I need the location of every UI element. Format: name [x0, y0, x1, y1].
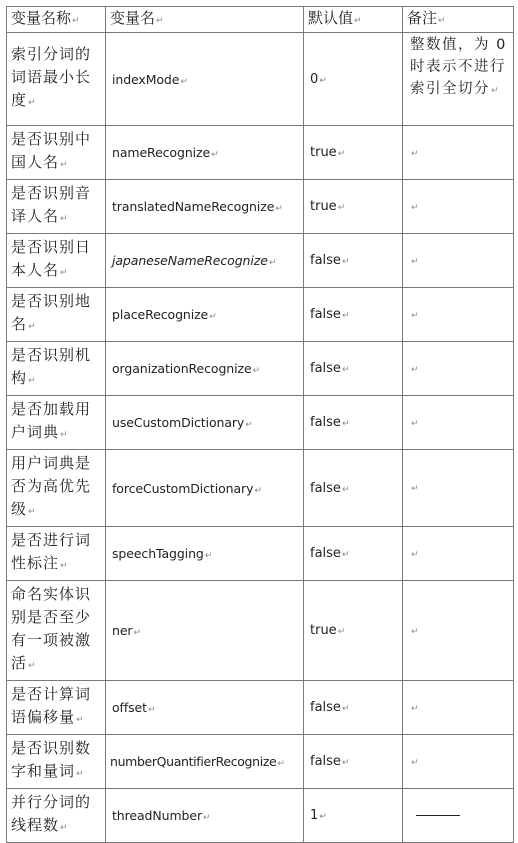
table-row — [7, 342, 514, 396]
row-description-cell — [7, 581, 106, 681]
row-variable-cell — [106, 527, 304, 581]
row-note-cell — [403, 581, 514, 681]
paragraph-mark-icon: ↵ — [133, 628, 141, 638]
paragraph-mark-icon: ↵ — [354, 16, 362, 26]
row-variable-cell — [106, 234, 304, 288]
row-description: 是否识别数字和量词 — [11, 739, 92, 780]
row-variable: offset — [112, 700, 147, 715]
row-description: 并行分词的线程数 — [11, 793, 92, 834]
row-default-cell — [304, 288, 403, 342]
row-note-cell — [403, 288, 514, 342]
row-default: false — [310, 361, 341, 376]
paragraph-mark-icon: ↵ — [60, 268, 68, 278]
paragraph-mark-icon: ↵ — [211, 150, 219, 160]
row-default-cell — [304, 450, 403, 527]
row-note-cell — [403, 126, 514, 180]
table-row — [7, 450, 514, 527]
row-note-cell — [403, 527, 514, 581]
row-default-cell — [304, 180, 403, 234]
paragraph-mark-icon: ↵ — [341, 704, 350, 714]
paragraph-mark-icon: ↵ — [411, 418, 419, 429]
row-variable: useCustomDictionary — [112, 415, 245, 430]
table-row — [7, 234, 514, 288]
paragraph-mark-icon: ↵ — [245, 420, 253, 430]
paragraph-mark-icon: ↵ — [28, 98, 36, 108]
paragraph-mark-icon: ↵ — [277, 759, 285, 769]
header-note-cell — [403, 7, 514, 33]
paragraph-mark-icon: ↵ — [60, 561, 68, 571]
row-description-cell — [7, 180, 106, 234]
row-description-cell — [7, 735, 106, 789]
paragraph-mark-icon: ↵ — [319, 75, 327, 86]
table-row — [7, 288, 514, 342]
row-variable: placeRecognize — [112, 307, 209, 322]
row-description-cell — [7, 288, 106, 342]
row-description: 命名实体识别是否至少有一项被激活 — [11, 585, 92, 672]
table-row — [7, 126, 514, 180]
row-description-cell — [7, 33, 106, 126]
row-default-cell — [304, 234, 403, 288]
paragraph-mark-icon: ↵ — [411, 310, 419, 321]
table-row — [7, 789, 514, 843]
row-description-cell — [7, 450, 106, 527]
row-default-cell — [304, 126, 403, 180]
row-description-cell — [7, 342, 106, 396]
row-default-cell — [304, 527, 403, 581]
row-note-cell — [403, 33, 514, 126]
paragraph-mark-icon: ↵ — [411, 703, 419, 714]
row-default: false — [310, 415, 341, 430]
row-default: 0 — [310, 71, 319, 87]
row-variable: numberQuantifierRecognize — [110, 754, 277, 769]
row-note-cell — [403, 789, 514, 843]
row-default: 1 — [310, 808, 319, 823]
row-default-cell — [304, 342, 403, 396]
row-note-cell — [403, 450, 514, 527]
row-description: 是否识别地名 — [11, 292, 92, 333]
row-variable: ner — [112, 623, 133, 638]
paragraph-mark-icon: ↵ — [411, 549, 419, 560]
table-row — [7, 33, 514, 126]
paragraph-mark-icon: ↵ — [341, 484, 350, 495]
row-variable-cell — [106, 396, 304, 450]
row-description: 索引分词的词语最小长度 — [11, 45, 92, 109]
row-description-cell — [7, 396, 106, 450]
paragraph-mark-icon: ↵ — [28, 507, 36, 517]
row-variable: forceCustomDictionary — [112, 480, 254, 496]
paragraph-mark-icon: ↵ — [341, 311, 350, 321]
row-variable: threadNumber — [112, 808, 202, 823]
row-default: false — [310, 307, 341, 322]
paragraph-mark-icon: ↵ — [411, 626, 419, 637]
paragraph-mark-icon: ↵ — [411, 484, 419, 494]
header-var-label: 变量名 — [110, 9, 156, 27]
paragraph-mark-icon: ↵ — [76, 715, 84, 725]
row-variable-cell — [106, 126, 304, 180]
row-default: false — [310, 700, 341, 715]
row-note-cell — [403, 234, 514, 288]
row-variable-cell — [106, 33, 304, 126]
paragraph-mark-icon: ↵ — [341, 758, 350, 768]
row-variable-cell — [106, 288, 304, 342]
paragraph-mark-icon: ↵ — [341, 419, 350, 429]
row-default: true — [310, 199, 337, 214]
table-row — [7, 396, 514, 450]
paragraph-mark-icon: ↵ — [411, 256, 419, 267]
table-row — [7, 735, 514, 789]
row-default-cell — [304, 581, 403, 681]
row-note-cell — [403, 735, 514, 789]
row-variable-cell — [106, 735, 304, 789]
header-var-cell — [106, 7, 304, 33]
config-table — [6, 6, 514, 843]
row-note-cell — [403, 342, 514, 396]
paragraph-mark-icon: ↵ — [28, 661, 36, 671]
table-row — [7, 581, 514, 681]
row-description-cell — [7, 681, 106, 735]
row-default-cell — [304, 735, 403, 789]
header-default-cell — [304, 7, 403, 33]
row-default-cell — [304, 33, 403, 126]
paragraph-mark-icon: ↵ — [341, 257, 350, 267]
row-note: 整数值，为 0 时表示不进行索引全切分 — [410, 37, 507, 97]
row-default: true — [310, 145, 337, 160]
paragraph-mark-icon: ↵ — [341, 550, 350, 560]
paragraph-mark-icon: ↵ — [341, 365, 350, 375]
row-default-cell — [304, 681, 403, 735]
row-variable: speechTagging — [112, 546, 204, 561]
paragraph-mark-icon: ↵ — [411, 364, 419, 375]
row-variable-cell — [106, 180, 304, 234]
paragraph-mark-icon: ↵ — [337, 627, 346, 637]
row-description-cell — [7, 527, 106, 581]
paragraph-mark-icon: ↵ — [60, 214, 68, 224]
paragraph-mark-icon: ↵ — [76, 769, 84, 779]
paragraph-mark-icon: ↵ — [156, 16, 164, 26]
row-description: 是否识别机构 — [11, 346, 92, 387]
row-default-cell — [304, 396, 403, 450]
paragraph-mark-icon: ↵ — [204, 551, 213, 561]
table-row — [7, 681, 514, 735]
row-description: 是否识别日本人名 — [11, 238, 92, 279]
row-description: 是否识别音译人名 — [11, 184, 92, 225]
paragraph-mark-icon: ↵ — [28, 376, 36, 386]
header-row — [7, 7, 514, 33]
row-note-cell — [403, 681, 514, 735]
paragraph-mark-icon: ↵ — [337, 149, 346, 159]
row-variable: organizationRecognize — [112, 361, 252, 376]
paragraph-mark-icon: ↵ — [411, 757, 419, 768]
paragraph-mark-icon: ↵ — [491, 86, 499, 96]
paragraph-mark-icon: ↵ — [203, 813, 211, 823]
row-note-cell — [403, 396, 514, 450]
row-variable-cell — [106, 342, 304, 396]
row-variable: indexMode — [112, 71, 180, 87]
paragraph-mark-icon: ↵ — [180, 76, 188, 87]
paragraph-mark-icon: ↵ — [319, 812, 327, 822]
header-note-label: 备注 — [407, 9, 438, 27]
row-description-cell — [7, 234, 106, 288]
row-description-cell — [7, 789, 106, 843]
row-variable: nameRecognize — [112, 145, 211, 160]
row-default: false — [310, 253, 341, 268]
row-default: false — [310, 480, 341, 496]
row-default: true — [310, 623, 337, 638]
row-variable-cell — [106, 581, 304, 681]
paragraph-mark-icon: ↵ — [254, 485, 262, 496]
paragraph-mark-icon: ↵ — [147, 705, 156, 715]
paragraph-mark-icon: ↵ — [60, 430, 68, 440]
dash-line — [416, 815, 460, 816]
row-default-cell — [304, 789, 403, 843]
row-default: false — [310, 546, 341, 561]
row-variable-cell — [106, 789, 304, 843]
row-description: 是否识别中国人名 — [11, 130, 92, 171]
table-row — [7, 180, 514, 234]
row-variable-cell — [106, 450, 304, 527]
paragraph-mark-icon: ↵ — [209, 312, 217, 322]
paragraph-mark-icon: ↵ — [411, 202, 419, 213]
row-description: 是否进行词性标注 — [11, 531, 92, 572]
paragraph-mark-icon: ↵ — [337, 203, 346, 213]
paragraph-mark-icon: ↵ — [438, 16, 446, 26]
row-variable-cell — [106, 681, 304, 735]
paragraph-mark-icon: ↵ — [72, 16, 80, 26]
header-name-label: 变量名称 — [11, 9, 72, 27]
row-description: 用户词典是否为高优先级 — [11, 454, 92, 518]
row-description: 是否加载用户词典 — [11, 400, 92, 441]
row-variable: translatedNameRecognize — [112, 199, 275, 214]
table-row — [7, 527, 514, 581]
row-description: 是否计算词语偏移量 — [11, 685, 92, 726]
paragraph-mark-icon: ↵ — [60, 823, 68, 833]
paragraph-mark-icon: ↵ — [252, 366, 261, 376]
paragraph-mark-icon: ↵ — [275, 204, 283, 214]
paragraph-mark-icon: ↵ — [268, 258, 277, 268]
paragraph-mark-icon: ↵ — [60, 160, 68, 170]
header-name-cell — [7, 7, 106, 33]
row-default: false — [310, 754, 341, 769]
row-variable: japaneseNameRecognize — [112, 253, 268, 268]
row-description-cell — [7, 126, 106, 180]
paragraph-mark-icon: ↵ — [411, 148, 419, 159]
paragraph-mark-icon: ↵ — [28, 322, 36, 332]
header-default-label: 默认值 — [308, 9, 354, 27]
row-note-cell — [403, 180, 514, 234]
